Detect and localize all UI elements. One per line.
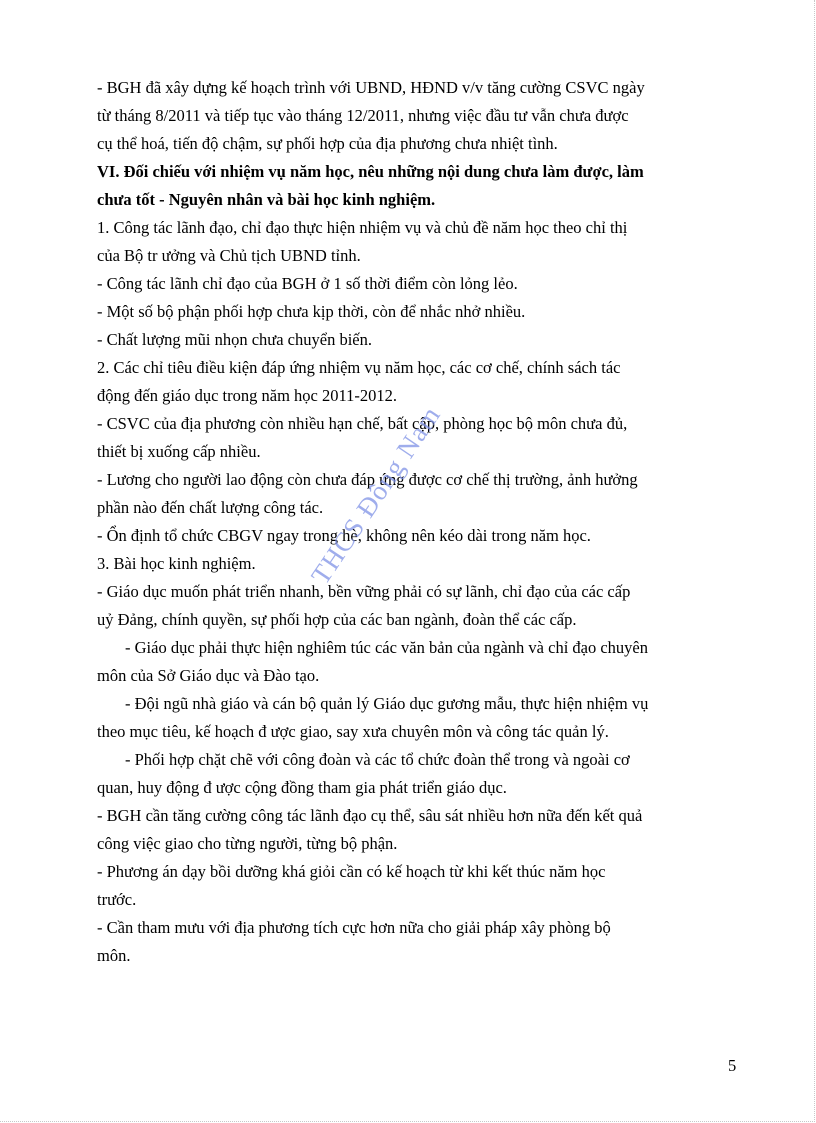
text-line: - Đội ngũ nhà giáo và cán bộ quản lý Giáo dục gương mẫu, thực hiện nhiệm vụ	[125, 694, 649, 713]
text-line: - Công tác lãnh chỉ đạo của BGH ở 1 số thời điểm còn lỏng lẻo.	[97, 274, 518, 293]
text-line: - Giáo dục phải thực hiện nghiêm túc các văn bản của ngành và chỉ đạo chuyên	[125, 638, 648, 657]
text-line: trước.	[97, 890, 137, 909]
text-line: quan, huy động đ ược cộng đồng tham gia phát triển giáo dục.	[97, 778, 507, 797]
text-line: 2. Các chỉ tiêu điều kiện đáp ứng nhiệm vụ năm học, các cơ chế, chính sách tác	[97, 358, 621, 377]
text-line: - Phương án dạy bồi dưỡng khá giỏi cần có kế hoạch từ khi kết thúc năm học	[97, 862, 606, 881]
text-line: phần nào đến chất lượng công tác.	[97, 498, 324, 517]
text-line: môn.	[97, 946, 131, 965]
text-line: - Một số bộ phận phối hợp chưa kịp thời, còn để nhắc nhở nhiều.	[97, 302, 526, 321]
page-number: 5	[728, 1056, 737, 1075]
text-line: - Chất lượng mũi nhọn chưa chuyển biến.	[97, 330, 372, 349]
text-line: - Lương cho người lao động còn chưa đáp ứng được cơ chế thị trường, ảnh hưởng	[97, 470, 638, 489]
document-body	[97, 74, 737, 970]
text-line: 1. Công tác lãnh đạo, chỉ đạo thực hiện nhiệm vụ và chủ đề năm học theo chỉ thị	[97, 218, 628, 237]
text-line: - Giáo dục muốn phát triển nhanh, bền vững phải có sự lãnh, chỉ đạo của các cấp	[97, 582, 631, 601]
text-line: động đến giáo dục trong năm học 2011-2012.	[97, 386, 397, 405]
section-heading-line: VI. Đối chiếu với nhiệm vụ năm học, nêu những nội dung chưa làm được, làm	[97, 162, 644, 181]
text-line: công việc giao cho từng người, từng bộ phận.	[97, 834, 398, 853]
text-line: - BGH cần tăng cường công tác lãnh đạo cụ thể, sâu sát nhiều hơn nữa đến kết quả	[97, 806, 643, 825]
text-line: - CSVC của địa phương còn nhiều hạn chế, bất cập, phòng học bộ môn chưa đủ,	[97, 414, 628, 433]
text-line: môn của Sở Giáo dục và Đào tạo.	[97, 666, 320, 685]
text-line: theo mục tiêu, kế hoạch đ ược giao, say xưa chuyên môn và công tác quản lý.	[97, 722, 609, 741]
text-line: từ tháng 8/2011 và tiếp tục vào tháng 12/2011, nhưng việc đầu tư vẫn chưa được	[97, 106, 629, 125]
text-line: cụ thể hoá, tiến độ chậm, sự phối hợp của địa phương chưa nhiệt tình.	[97, 134, 558, 153]
text-line: - BGH đã xây dựng kế hoạch trình với UBND, HĐND v/v tăng cường CSVC ngày	[97, 78, 645, 97]
text-line: - Ổn định tổ chức CBGV ngay trong hè, không nên kéo dài trong năm học.	[97, 526, 591, 545]
text-line: uỷ Đảng, chính quyền, sự phối hợp của các ban ngành, đoàn thể các cấp.	[97, 610, 577, 629]
section-heading-line: chưa tốt - Nguyên nhân và bài học kinh nghiệm.	[97, 190, 436, 209]
watermark: THCS Đông Nam	[305, 400, 447, 590]
text-line: thiết bị xuống cấp nhiều.	[97, 442, 261, 461]
text-line: - Cần tham mưu với địa phương tích cực hơn nữa cho giải pháp xây phòng bộ	[97, 918, 611, 937]
text-line: - Phối hợp chặt chẽ với công đoàn và các tổ chức đoàn thể trong và ngoài cơ	[125, 750, 630, 769]
text-line: của Bộ tr ưởng và Chủ tịch UBND tỉnh.	[97, 246, 361, 265]
text-line: 3. Bài học kinh nghiệm.	[97, 554, 256, 573]
